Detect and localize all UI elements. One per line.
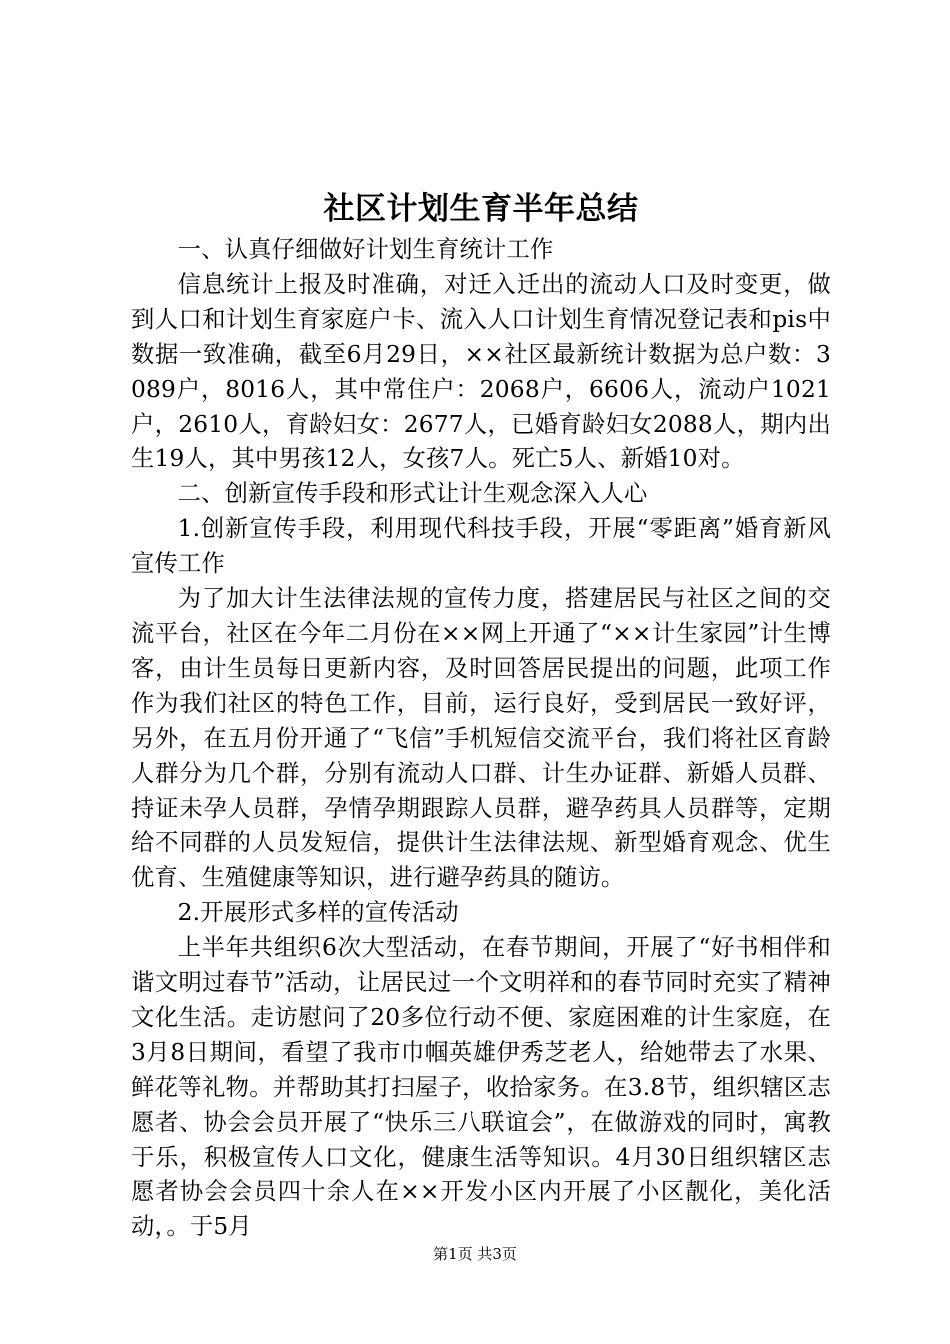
subsection-heading-2: 2.开展形式多样的宣传活动 (177, 899, 459, 927)
document-body (131, 185, 831, 1245)
paragraph-statistics: 信息统计上报及时准确，对迁入迁出的流动人口及时变更，做到人口和计划生育家庭户卡、流入人口计划生育情况登记表和pis中数据一致准确，截至6月29日，××社区最新统计数据为总户数：3089户，8016人，其中常住户：2068户，6606人，流动户1021户，2610人，育龄妇女：2677人，已婚育龄妇女2088人，期内出生19人，其中男孩12人，女孩7人。死亡5人、新婚10对。 (131, 270, 831, 473)
paragraph-publicity-platform: 为了加大计生法律法规的宣传力度，搭建居民与社区之间的交流平台，社区在今年二月份在××网上开通了“××计生家园”计生博客，由计生员每日更新内容，及时回答居民提出的问题，此项工作作为我们社区的特色工作，目前，运行良好，受到居民一致好评，另外，在五月份开通了“飞信”手机短信交流平台，我们将社区育龄人群分为几个群，分别有流动人口群、计生办证群、新婚人员群、持证未孕人员群，孕情孕期跟踪人员群，避孕药具人员群等，定期给不同群的人员发短信，提供计生法律法规、新型婚育观念、优生优育、生殖健康等知识，进行避孕药具的随访。 (131, 585, 831, 892)
page-footer: 第1页 共3页 (433, 1245, 517, 1263)
section-heading-1: 一、认真仔细做好计划生育统计工作 (177, 236, 554, 263)
paragraph-activities: 上半年共组织6次大型活动，在春节期间，开展了“好书相伴和谐文明过春节”活动，让居民过一个文明祥和的春节同时充实了精神文化生活。走访慰问了20多位行动不便、家庭困难的计生家庭，在3月8日期间，看望了我市巾帼英雄伊秀芝老人，给她带去了水果、鲜花等礼物。并帮助其打扫屋子，收拾家务。在3.8节，组织辖区志愿者、协会会员开展了“快乐三八联谊会”，在做游戏的同时，寓教于乐，积极宣传人口文化，健康生活等知识。4月30日组织辖区志愿者协会会员四十余人在××开发小区内开展了小区靓化，美化活动，。于5月 (131, 934, 831, 1241)
section-heading-2: 二、创新宣传手段和形式让计生观念深入人心 (177, 480, 648, 508)
subsection-heading-1: 1.创新宣传手段，利用现代科技手段，开展“零距离”婚育新风宣传工作 (131, 515, 831, 578)
document-title: 社区计划生育半年总结 (323, 191, 639, 227)
